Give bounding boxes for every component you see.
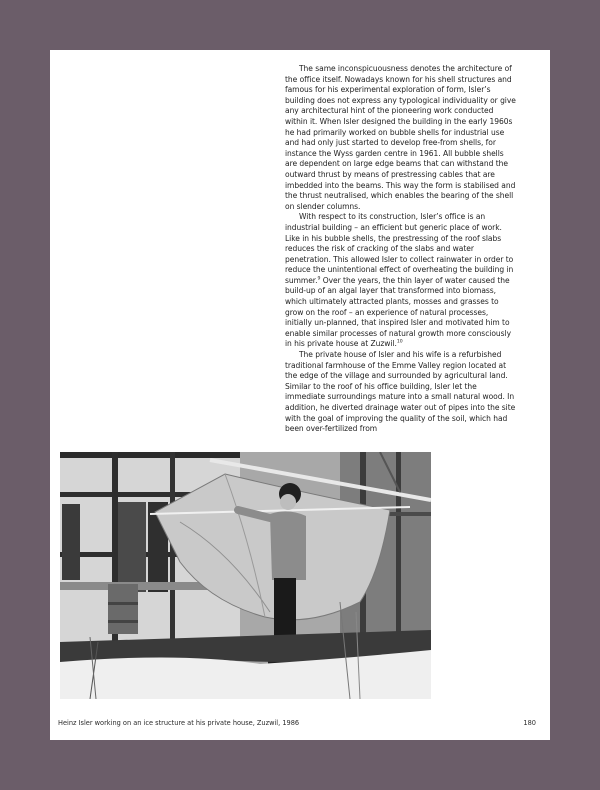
footnote-marker-9: 9 [317, 276, 321, 282]
page-number: 180 [523, 719, 536, 727]
paragraph-3: The private house of Isler and his wife is a refurbished traditional farmhouse of the Emme Valley region located at the edge of the village and surrounded by agricultural land. Similar to the roof of his office building, Isler let the immediate surroundings mature into a small natural wood. In addition, he diverted drainage water out of pipes into the site with the goal of improving the quality of the soil, which had been over-fertilized from [285, 350, 516, 434]
paragraph-1: The same inconspicuousness denotes the architecture of the office itself. Nowadays known for his shell structures and famous for his experimental exploration of form, Isler’s building does not express any typological individuality or give any architectural hint of the pioneering work conducted within it. When Isler designed the building in the early 1960s he had primarily worked on bubble shells for industrial use and had only just started to develop free-from shells, for instance the Wyss garden centre in 1961. All bubble shells are dependent on large edge beams that can withstand the outward thrust by means of prestressing cables that are imbedded into the beams. This way the form is stabilised and the thrust neutralised, which enables the bearing of the shell on slender columns. [285, 64, 516, 211]
body-text [285, 64, 517, 435]
photograph [60, 452, 431, 699]
paragraph-2-part-2: Over the years, the thin layer of water caused the build-up of an algal layer that transformed into biomass, which ultimately attracted plants, mosses and grasses to grow on the roof – an experience of natural processes, initially un-planned, that inspired Isler and motivated him to enable similar processes of natural growth more consciously in his private house at Zuzwil. [285, 275, 511, 349]
footnote-marker-10: 10 [396, 339, 403, 345]
photo-illustration [60, 452, 431, 699]
photo-caption: Heinz Isler working on an ice structure at his private house, Zuzwil, 1986 [58, 719, 300, 727]
paragraph-2 [285, 212, 517, 350]
document-page [50, 50, 550, 740]
paragraph-2-part-1: With respect to its construction, Isler’s office is an industrial building – an efficient but generic place of work. Like in his bubble shells, the prestressing of the roof slabs reduces the risk of cracking of the slabs and water penetration. This allowed Isler to collect rainwater in order to reduce the unintentional effect of overheating the building in summer. [285, 212, 514, 285]
